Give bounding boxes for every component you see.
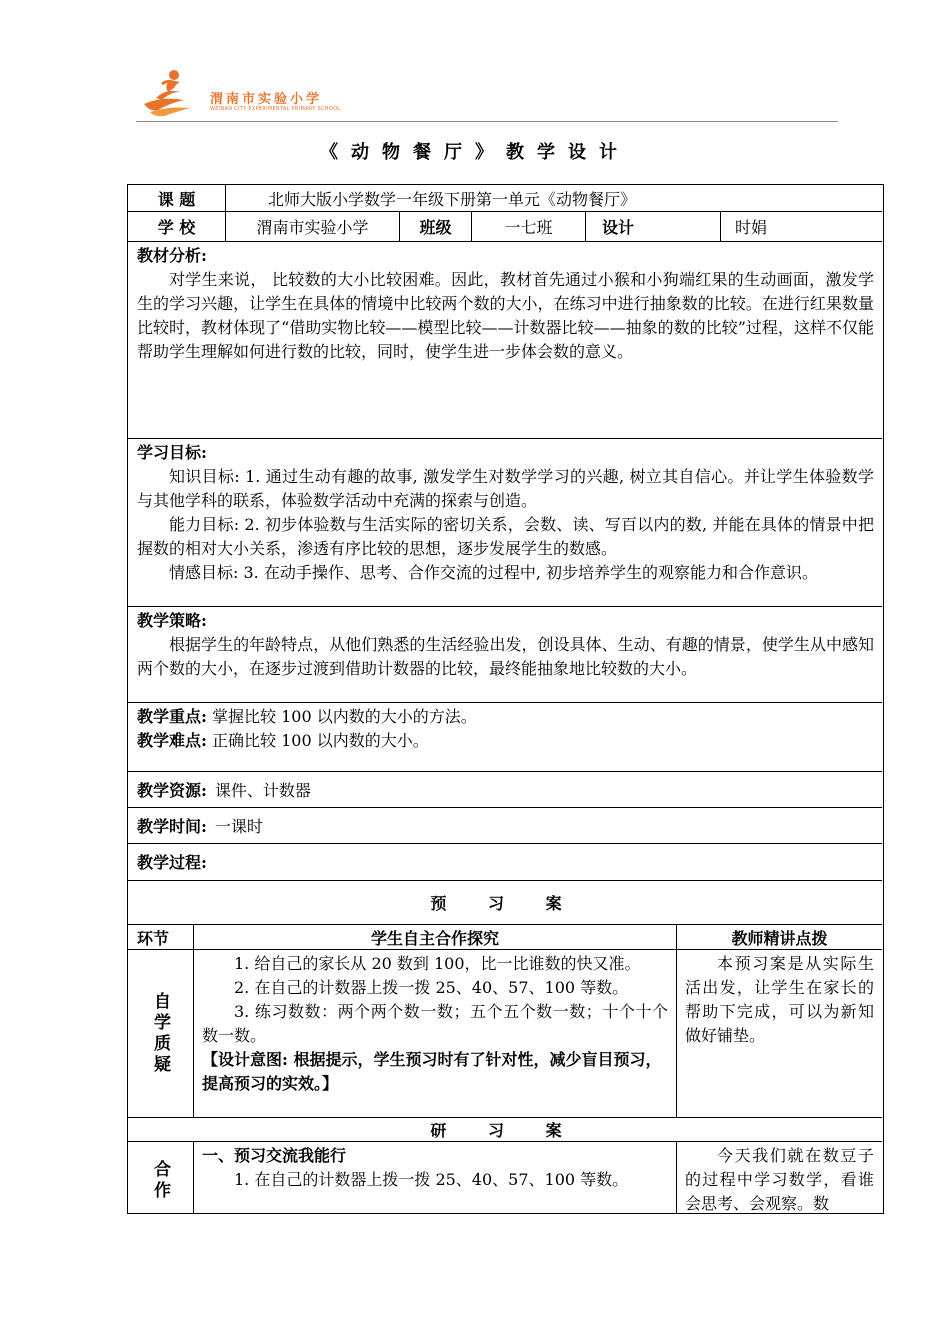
preview-header-row — [128, 924, 882, 949]
preview-teacher-note: 本预习案是从实际生活出发，让学生在家长的帮助下完成，可以为新知做好铺垫。 — [685, 954, 874, 1045]
lesson-plan-table — [127, 184, 884, 1214]
preview-student-cell — [193, 950, 676, 1117]
school-name-english: WEINAN CITY EXPERIMENTAL PRIMARY SCHOOL — [210, 106, 341, 112]
study-item-1: 1. 在自己的计数器上拨一拨 25、40、57、100 等数。 — [234, 1170, 629, 1189]
school-label: 学 校 — [157, 218, 196, 237]
study-content-row — [128, 1141, 882, 1214]
col-section: 环节 — [137, 928, 170, 948]
process-row — [128, 843, 882, 880]
page-header — [136, 60, 838, 122]
goal-knowledge: 知识目标: 1. 通过生动有趣的故事, 激发学生对数学学习的兴趣, 树立其自信心。并让学生体验数学与其他学科的联系，体验数学活动中充满的探索与创造。 — [137, 467, 874, 510]
cooperation-label: 合作 — [150, 1160, 170, 1202]
school-logo-icon — [140, 66, 208, 116]
self-study-label: 自学质疑 — [150, 991, 170, 1076]
study-student-cell — [193, 1142, 676, 1214]
col-student: 学生自主合作探究 — [193, 925, 676, 949]
topic-label: 课 题 — [157, 189, 196, 209]
topic-row — [128, 185, 882, 211]
school-name-logo: 渭南市实验小学 — [210, 92, 323, 107]
difficulty-line — [137, 729, 874, 753]
resources-row — [128, 771, 882, 807]
goals-section — [128, 438, 882, 606]
goals-label: 学习目标: — [137, 443, 207, 462]
design-value: 时娟 — [720, 212, 882, 241]
time-label: 教学时间: — [137, 816, 207, 836]
resources-value: 课件、计数器 — [214, 780, 311, 800]
analysis-section — [128, 241, 882, 438]
class-label: 班级 — [399, 212, 471, 241]
time-value: 一课时 — [214, 816, 263, 836]
preview-heading: 预 习 案 — [128, 880, 882, 924]
self-study-cell — [128, 950, 193, 1117]
study-subheading: 一、预习交流我能行 — [202, 1146, 347, 1165]
cooperation-cell — [128, 1142, 193, 1214]
col-teacher: 教师精讲点拨 — [676, 925, 882, 949]
difficulty-label: 教学难点: — [137, 731, 207, 750]
time-row — [128, 807, 882, 843]
study-teacher-cell — [676, 1142, 882, 1214]
key-section — [128, 702, 882, 771]
preview-item-1: 1. 给自己的家长从 20 数到 100，比一比谁数的快又准。 — [234, 954, 641, 973]
design-label: 设计 — [585, 212, 720, 241]
school-row — [128, 211, 882, 241]
preview-item-2: 2. 在自己的计数器上拨一拨 25、40、57、100 等数。 — [234, 978, 629, 997]
design-intent: 【设计意图: 根据提示，学生预习时有了针对性，减少盲目预习，提高预习的实效。】 — [202, 1050, 662, 1093]
process-label: 教学过程: — [137, 853, 207, 872]
preview-teacher-cell — [676, 950, 882, 1117]
preview-content-row — [128, 949, 882, 1117]
strategy-section — [128, 606, 882, 702]
preview-item-3: 3. 练习数数：两个两个数一数；五个五个数一数；十个十个数一数。 — [202, 1002, 668, 1045]
difficulty-value: 正确比较 100 以内数的大小。 — [212, 731, 429, 750]
topic-value: 北师大版小学数学一年级下册第一单元《动物餐厅》 — [225, 185, 882, 211]
study-teacher-note: 今天我们就在数豆子的过程中学习数学，看谁会思考、会观察。数 — [685, 1146, 874, 1213]
resources-label: 教学资源: — [137, 780, 207, 800]
focus-line — [137, 705, 874, 729]
goal-ability: 能力目标: 2. 初步体验数与生活实际的密切关系，会数、读、写百以内的数, 并能在具体的情景中把握数的相对大小关系，渗透有序比较的思想，逐步发展学生的数感。 — [137, 515, 874, 558]
analysis-label: 教材分析: — [137, 246, 207, 265]
class-value: 一七班 — [471, 212, 585, 241]
strategy-label: 教学策略: — [137, 611, 207, 630]
study-heading: 研 习 案 — [128, 1117, 882, 1141]
analysis-text: 对学生来说， 比较数的大小比较困难。因此，教材首先通过小猴和小狗端红果的生动画面，激发学生的学习兴趣，让学生在具体的情境中比较两个数的大小，在练习中进行抽象数的比较。在进行红果数量比较时，教材体现了“借助实物比较——模型比较——计数器比较——抽象的数的比较”过程，这样不仅能帮助学生理解如何进行数的比较，同时，使学生进一步体会数的意义。 — [137, 270, 874, 361]
school-value: 渭南市实验小学 — [225, 212, 399, 241]
strategy-text: 根据学生的年龄特点，从他们熟悉的生活经验出发，创设具体、生动、有趣的情景，使学生从中感知两个数的大小，在逐步过渡到借助计数器的比较，最终能抽象地比较数的大小。 — [137, 635, 874, 678]
goal-emotion: 情感目标: 3. 在动手操作、思考、合作交流的过程中, 初步培养学生的观察能力和合作意识。 — [169, 563, 819, 582]
document-title: 《动物餐厅》教学设计 — [320, 142, 630, 163]
focus-value: 掌握比较 100 以内数的大小的方法。 — [212, 707, 477, 726]
focus-label: 教学重点: — [137, 707, 207, 726]
